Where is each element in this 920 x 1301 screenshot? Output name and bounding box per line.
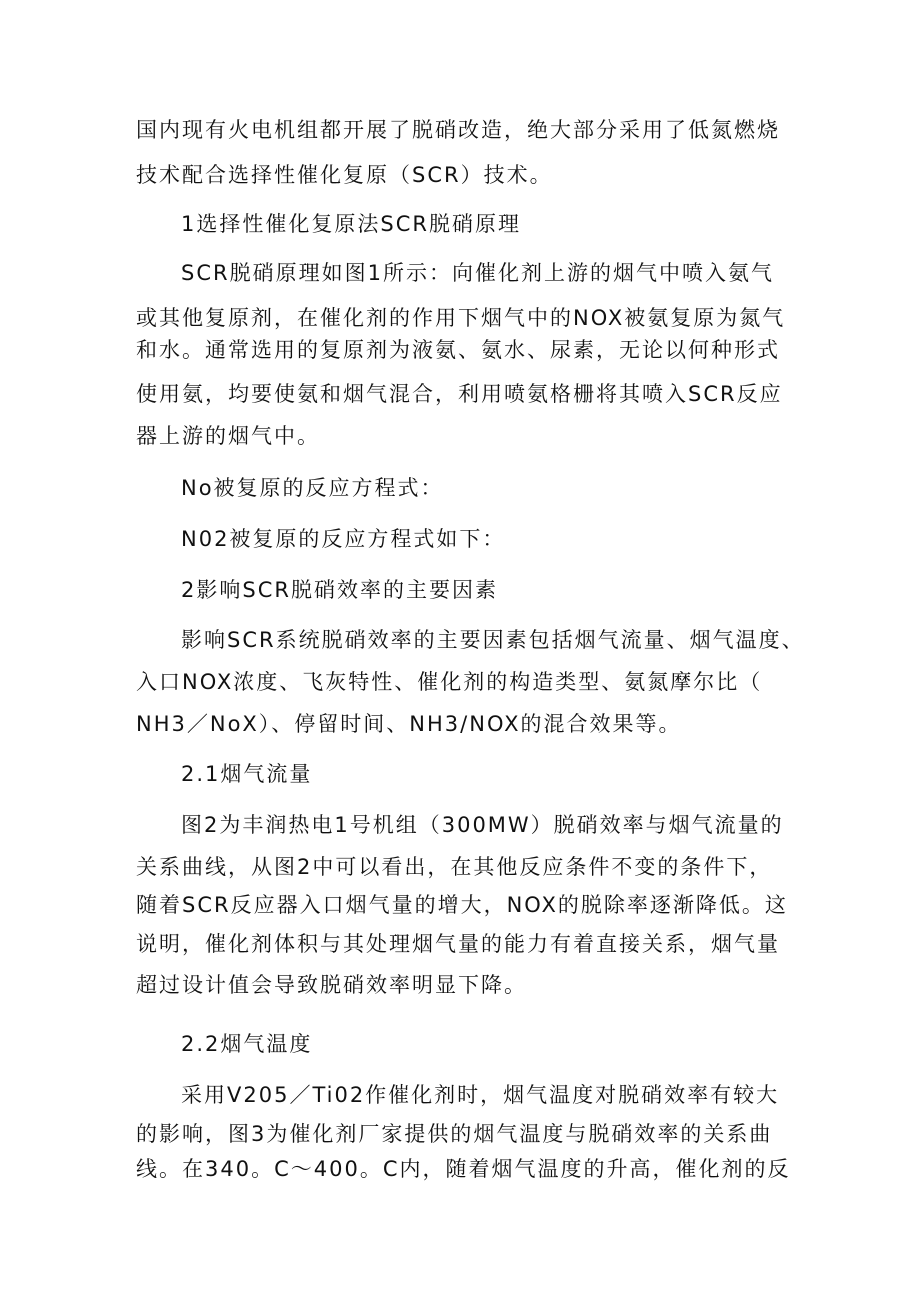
body-text-line: 超过设计值会导致脱硝效率明显下降。 [136, 973, 527, 997]
body-text-line: 使用氨，均要使氨和烟气混合，利用喷氨格栅将其喷入SCR反应 [136, 382, 783, 406]
section-heading: 2.2烟气温度 [181, 1032, 313, 1056]
body-text-line: 的影响，图3为催化剂厂家提供的烟气温度与脱硝效率的关系曲 [136, 1122, 773, 1146]
body-text-line: 关系曲线，从图2中可以看出，在其他反应条件不变的条件下， [136, 855, 773, 879]
body-text-line: 影响SCR系统脱硝效率的主要因素包括烟气流量、烟气温度、 [181, 628, 805, 652]
body-text-line: 国内现有火电机组都开展了脱硝改造，绝大部分采用了低氮燃烧 [136, 118, 780, 142]
body-text-line: 采用V205／Ti02作催化剂时，烟气温度对脱硝效率有较大 [181, 1083, 780, 1107]
body-text-line: 线。在340。C～400。C内，随着烟气温度的升高，催化剂的反 [136, 1157, 791, 1181]
body-text-line: 或其他复原剂，在催化剂的作用下烟气中的NOX被氨复原为氮气 [136, 306, 786, 330]
body-text-line: 技术配合选择性催化复原（SCR）技术。 [136, 163, 553, 187]
body-text-line: 和水。通常选用的复原剂为液氨、氨水、尿素，无论以何种形式 [136, 338, 780, 362]
body-text-line: 说明，催化剂体积与其处理烟气量的能力有着直接关系，烟气量 [136, 932, 780, 956]
body-text-line: 器上游的烟气中。 [136, 424, 320, 448]
section-heading: 2影响SCR脱硝效率的主要因素 [181, 578, 498, 602]
section-heading: 1选择性催化复原法SCR脱硝原理 [181, 212, 521, 236]
body-text-line: 随着SCR反应器入口烟气量的增大，NOX的脱除率逐渐降低。这 [136, 893, 788, 917]
body-text-line: 图2为丰润热电1号机组（300MW）脱硝效率与烟气流量的 [181, 813, 784, 837]
body-text-line: N02被复原的反应方程式如下： [181, 527, 506, 551]
body-text-line: No被复原的反应方程式： [181, 476, 444, 500]
body-text-line: NH3／NoX）、停留时间、NH3/NOX的混合效果等。 [136, 712, 682, 736]
section-heading: 2.1烟气流量 [181, 762, 313, 786]
body-text-line: SCR脱硝原理如图1所示：向催化剂上游的烟气中喷入氨气 [181, 261, 774, 285]
body-text-line: 入口NOX浓度、飞灰特性、催化剂的构造类型、氨氮摩尔比（ [136, 670, 763, 694]
